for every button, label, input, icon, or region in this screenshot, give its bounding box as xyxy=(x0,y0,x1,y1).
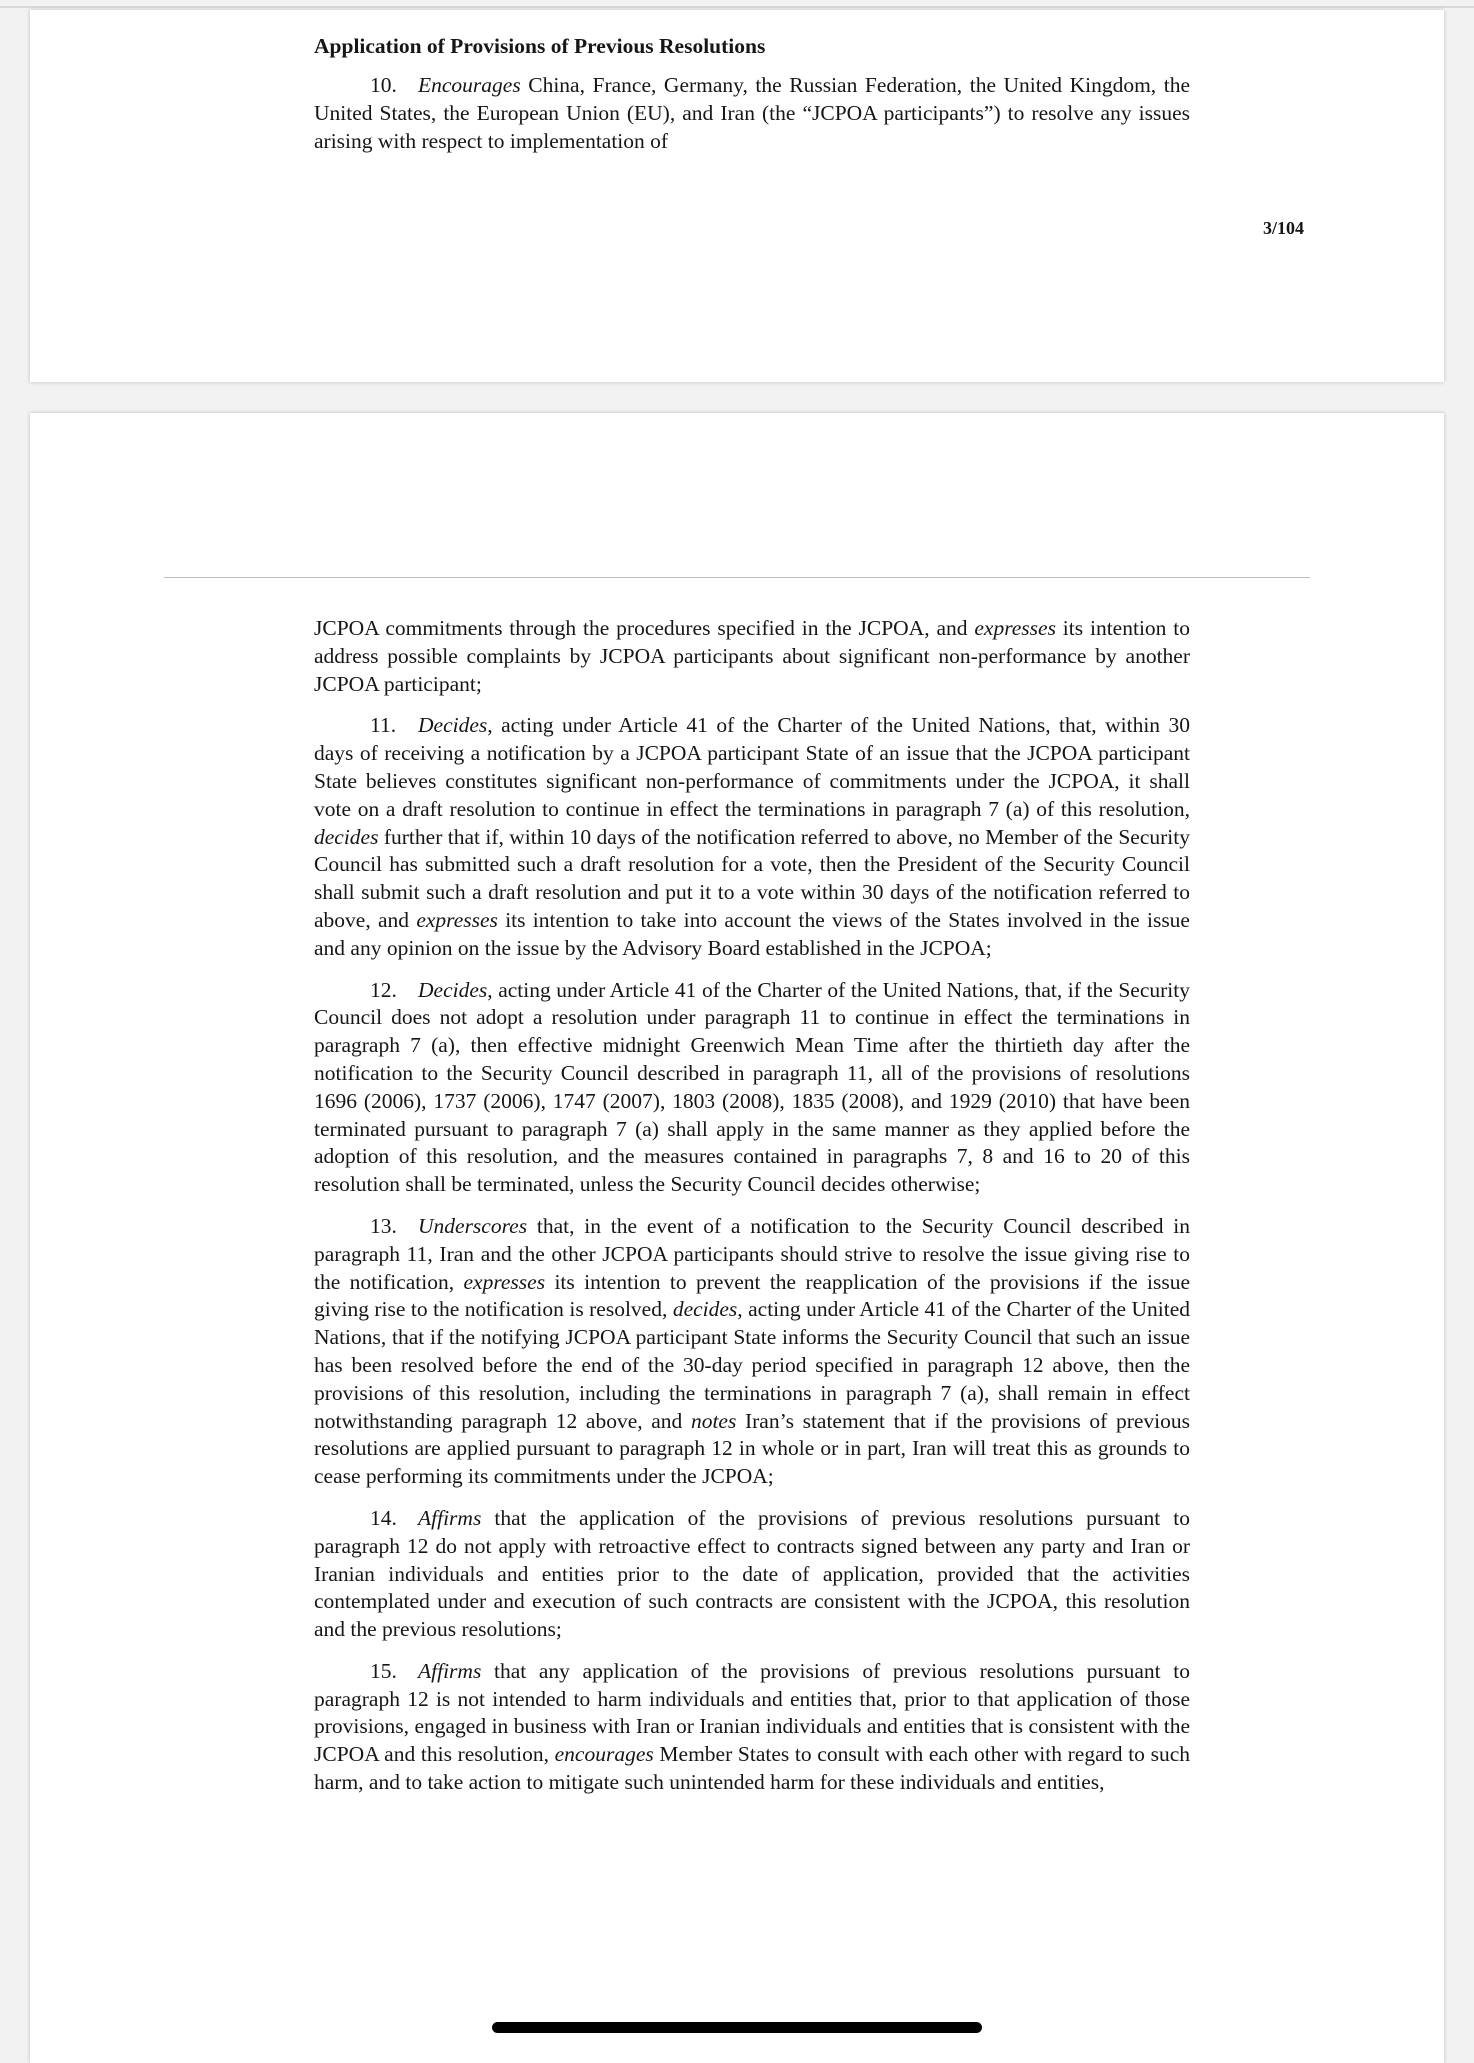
header-rule xyxy=(164,577,1310,578)
operative-verb: decides xyxy=(314,824,379,849)
page-4-text-column xyxy=(314,615,1190,1811)
operative-verb: Decides xyxy=(418,977,488,1002)
document-page-3 xyxy=(30,10,1444,382)
paragraph-10 xyxy=(314,72,1190,155)
operative-verb: Affirms xyxy=(418,1658,482,1683)
paragraph-number: 12. xyxy=(370,977,397,1002)
paragraph-text: , acting under Article 41 of the Charter of the United Nations, that, within 30 days of receiving a notification by a JCPOA participant State of an issue that the JCPOA participant State believes constitutes significant non-performance of commitments under the JCPOA, it shall vote on a draft resolution to continue in effect the terminations in paragraph 7 (a) of this resolution, xyxy=(314,713,1190,821)
paragraph-text: , acting under Article 41 of the Charter of the United Nations, that, if the Security Council does not adopt a resolution under paragraph 11 to continue in effect the terminations in paragraph 7 (a), then effective midnight Greenwich Mean Time after the thirtieth day after the notification to the Security Council described in paragraph 11, all of the provisions of resolutions 1696 (2006), 1737 (2006), 1747 (2007), 1803 (2008), 1835 (2008), and 1929 (2010) that have been terminated pursuant to paragraph 7 (a) shall apply in the same manner as they applied before the adoption of this resolution, and the measures contained in paragraphs 7, 8 and 16 to 20 of this resolution shall be terminated, unless the Security Council decides otherwise; xyxy=(314,977,1190,1197)
operative-verb: decides xyxy=(672,1297,738,1322)
operative-verb: expresses xyxy=(416,907,498,932)
paragraph-text: Iran’s statement that if the provisions of previous resolutions are applied pursuant to paragraph 12 in whole or in part, Iran will treat this as grounds to cease performing its commitments under the JCPOA; xyxy=(314,1408,1190,1489)
operative-verb: expresses xyxy=(974,616,1056,640)
operative-verb: notes xyxy=(690,1408,737,1433)
paragraph-15 xyxy=(314,1658,1190,1797)
paragraph-text: , acting under Article 41 of the Charter of the United Nations, that if the notifying JCPOA participant State informs the Security Council that such an issue has been resolved before the end of the 30-day period specified in paragraph 12 above, then the provisions of this resolution, including the terminations in paragraph 7 (a), shall remain in effect notwithstanding paragraph 12 above, and xyxy=(314,1297,1190,1433)
section-heading: Application of Provisions of Previous Resolutions xyxy=(314,34,766,58)
paragraph-text: that the application of the provisions of previous resolutions pursuant to paragraph 12 do not apply with retroactive effect to contracts signed between any party and Iran or Iranian individuals and entities prior to the date of application, provided that the activities contemplated under and execution of such contracts are consistent with the JCPOA, this resolution and the previous resolutions; xyxy=(314,1505,1190,1642)
paragraph-text: its intention to take into account the views of the States involved in the issue and any opinion on the issue by the Advisory Board established in the JCPOA; xyxy=(314,907,1190,960)
paragraph-13 xyxy=(314,1213,1190,1491)
paragraph-text: China, France, Germany, the Russian Federation, the United Kingdom, the United States, the European Union (EU), and Iran (the “JCPOA participants”) to resolve any issues arising with respect to implementation of xyxy=(314,73,1190,153)
paragraph-text: its intention to prevent the reapplication of the provisions if the issue giving rise to the notification is resolved, xyxy=(314,1269,1190,1322)
paragraph-text: JCPOA commitments through the procedures specified in the JCPOA, and xyxy=(314,616,975,640)
document-page-4 xyxy=(30,413,1444,2063)
paragraph-number: 11. xyxy=(370,713,397,738)
paragraph-text: further that if, within 10 days of the notification referred to above, no Member of the Security Council has submitted such a draft resolution for a vote, then the President of the Security Council shall submit such a draft resolution and put it to a vote within 30 days of the notification referred to above, and xyxy=(314,824,1190,932)
paragraph-14 xyxy=(314,1505,1190,1644)
paragraph-text: Member States to consult with each other with regard to such harm, and to take action to mitigate such unintended harm for these individuals and entities, xyxy=(314,1742,1190,1795)
paragraph-number: 15. xyxy=(370,1658,397,1683)
home-indicator-bar[interactable] xyxy=(492,2022,982,2033)
operative-verb: Decides xyxy=(418,713,488,738)
page-number: 3/104 xyxy=(1262,218,1304,238)
operative-verb: Underscores xyxy=(418,1213,528,1238)
window-top-edge xyxy=(0,6,1474,8)
operative-verb: encourages xyxy=(554,1742,654,1767)
paragraph-number: 14. xyxy=(370,1505,397,1530)
paragraph-text: that, in the event of a notification to the Security Council described in paragraph 11, Iran and the other JCPOA participants should strive to resolve the issue giving rise to the notification, xyxy=(314,1213,1190,1294)
operative-verb: expresses xyxy=(463,1269,546,1294)
operative-verb: Encourages xyxy=(418,73,521,97)
paragraph-text: its intention to address possible complaints by JCPOA participants about significant non-performance by another JCPOA participant; xyxy=(314,616,1191,696)
page-3-text-column xyxy=(314,72,1190,169)
paragraph-number: 13. xyxy=(370,1213,397,1238)
paragraph-11 xyxy=(314,712,1190,962)
paragraph-text: that any application of the provisions of previous resolutions pursuant to paragraph 12 is not intended to harm individuals and entities that, prior to that application of those provisions, engaged in business with Iran or Iranian individuals and entities that is consistent with the JCPOA and this resolution, xyxy=(314,1658,1190,1767)
paragraph-10-continued xyxy=(314,615,1190,698)
paragraph-number: 10. xyxy=(370,73,397,97)
paragraph-12 xyxy=(314,977,1190,1199)
operative-verb: Affirms xyxy=(418,1505,482,1530)
